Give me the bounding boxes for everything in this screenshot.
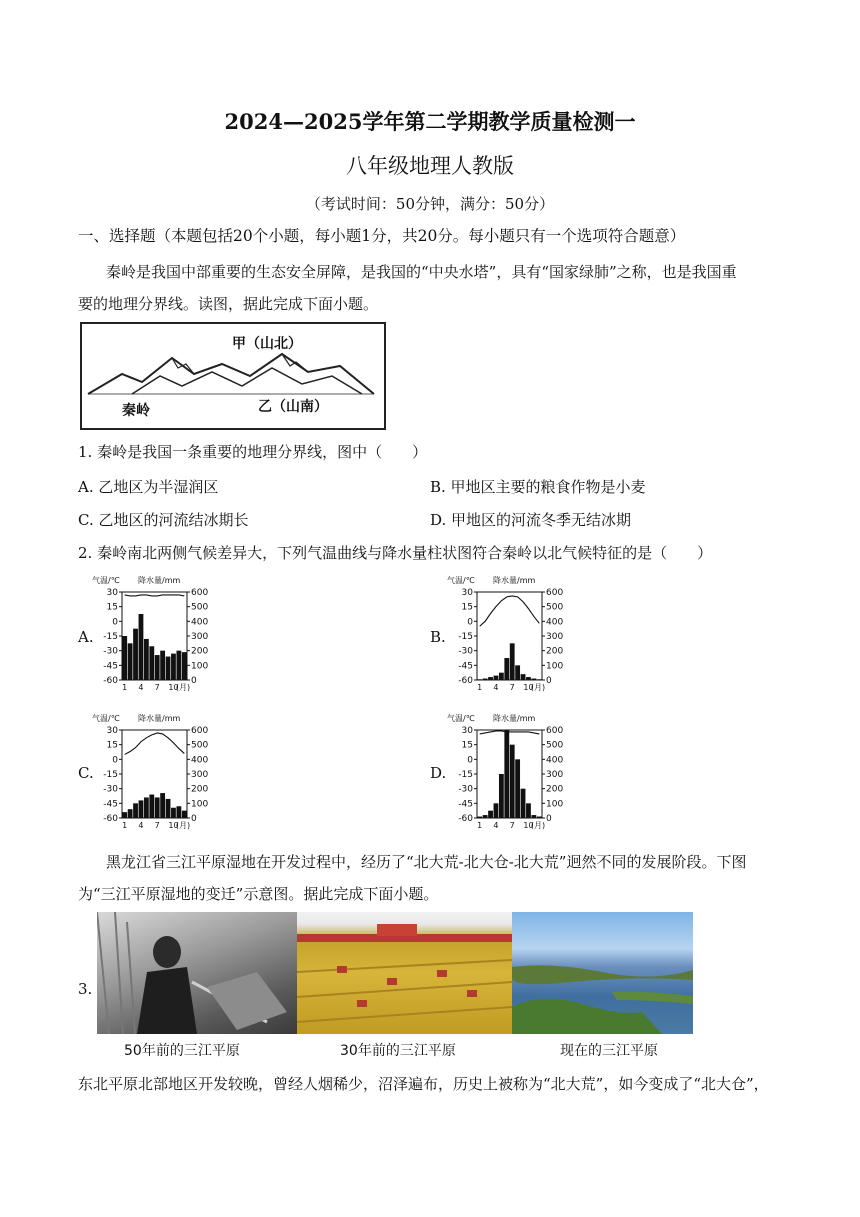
precip-tick-label: 600 (191, 588, 209, 598)
precip-axis-title: 降水量/mm (493, 714, 536, 723)
temp-tick-label: -60 (103, 814, 118, 824)
month-tick-label: 4 (138, 821, 144, 830)
precip-tick-label: 200 (191, 784, 209, 795)
q1-option-b: B. 甲地区主要的粮食作物是小麦 (430, 478, 646, 496)
q2-option-c: C. (78, 764, 94, 782)
precip-bar (488, 811, 493, 818)
exam-info: （考试时间：50分钟，满分：50分） (305, 195, 555, 213)
precip-tick-label: 400 (191, 617, 209, 628)
precip-bar (176, 651, 181, 680)
precip-bar (171, 808, 176, 818)
precip-tick-label: 100 (546, 661, 564, 672)
precip-bar (504, 658, 509, 680)
precip-bar (531, 679, 536, 680)
precip-tick-label: 500 (546, 602, 564, 613)
month-tick-label: 1 (122, 821, 128, 830)
precip-bar (155, 797, 160, 818)
precip-bar (133, 803, 138, 818)
precip-tick-label: 500 (191, 740, 209, 751)
precip-bar (477, 679, 482, 680)
precip-bar (488, 677, 493, 680)
temp-tick-label: 30 (106, 588, 118, 598)
precip-bar (499, 673, 504, 680)
month-tick-label: 10 (523, 821, 534, 830)
temp-tick-label: -15 (103, 770, 118, 780)
precip-tick-label: 200 (546, 784, 564, 795)
precip-bar (477, 817, 482, 818)
section-heading: 一、选择题（本题包括20个小题，每小题1分，共20分。每小题只有一个选项符合题意） (78, 227, 686, 245)
temp-tick-label: 15 (106, 740, 118, 751)
precip-tick-label: 600 (191, 726, 209, 736)
photo2-caption: 30年前的三江平原 (340, 1043, 456, 1059)
precip-tick-label: 400 (546, 617, 564, 628)
precip-bar (537, 679, 542, 680)
label-qinling: 秦岭 (122, 403, 150, 419)
q1-option-c: C. 乙地区的河流结冰期长 (78, 511, 249, 529)
q3-number: 3. (78, 980, 93, 998)
precip-bar (160, 793, 165, 818)
temp-tick-label: -15 (103, 632, 118, 642)
temp-tick-label: 30 (106, 726, 118, 736)
temp-tick-label: -60 (103, 676, 118, 686)
month-tick-label: 1 (477, 683, 483, 692)
temp-tick-label: -45 (103, 661, 118, 672)
q1-option-d: D. 甲地区的河流冬季无结冰期 (430, 511, 632, 529)
precip-tick-label: 200 (191, 646, 209, 657)
temp-tick-label: 30 (461, 588, 473, 598)
climate-chart-b (447, 574, 572, 694)
precip-tick-label: 300 (191, 632, 209, 642)
month-tick-label: 10 (168, 683, 179, 692)
precip-axis-title: 降水量/mm (138, 576, 181, 585)
temp-tick-label: -45 (103, 799, 118, 810)
plot-frame (477, 592, 542, 680)
precip-bar (504, 730, 509, 818)
temperature-curve (480, 731, 540, 734)
precip-tick-label: 100 (191, 661, 209, 672)
precip-bar (144, 797, 149, 818)
precip-bar (494, 803, 499, 818)
section2-intro-line-1: 黑龙江省三江平原湿地在开发过程中，经历了“北大荒-北大仓-北大荒”迥然不同的发展阶段。下图 (106, 853, 747, 871)
temp-tick-label: -30 (458, 784, 473, 795)
temp-tick-label: -15 (458, 770, 473, 780)
precip-bar (171, 654, 176, 680)
precip-bar (483, 679, 488, 680)
precip-bar (515, 665, 520, 680)
temp-tick-label: 0 (112, 617, 118, 628)
plot-frame (477, 730, 542, 818)
climate-chart-a (92, 574, 217, 694)
precip-bar (128, 809, 133, 818)
month-tick-label: (月) (175, 821, 191, 830)
photo3-caption: 现在的三江平原 (560, 1043, 658, 1059)
precip-axis-title: 降水量/mm (493, 576, 536, 585)
precip-bar (521, 789, 526, 818)
precip-tick-label: 300 (546, 770, 564, 780)
month-tick-label: (月) (530, 821, 546, 830)
temp-tick-label: -60 (458, 814, 473, 824)
photo-50-years-ago (97, 912, 297, 1034)
intro-line-2: 要的地理分界线。读图，据此完成下面小题。 (78, 295, 379, 313)
precip-bar (128, 643, 133, 680)
temperature-curve (125, 733, 185, 755)
section2-intro-line-2: 为“三江平原湿地的变迁”示意图。据此完成下面小题。 (78, 885, 439, 903)
intro-line-1: 秦岭是我国中部重要的生态安全屏障，是我国的“中央水塔”，具有“国家绿肺”之称，也是我国重 (106, 263, 737, 281)
precip-bar (122, 812, 127, 818)
precip-tick-label: 500 (191, 602, 209, 613)
temp-tick-label: 15 (106, 602, 118, 613)
climate-chart-d (447, 712, 572, 832)
precip-axis-title: 降水量/mm (138, 714, 181, 723)
plot-frame (122, 730, 187, 818)
precip-tick-label: 100 (546, 799, 564, 810)
precip-tick-label: 600 (546, 588, 564, 598)
q3-text-line-1: 东北平原北部地区开发较晚，曾经人烟稀少，沼泽遍布，历史上被称为“北大荒”，如今变成了“北大仓”， (78, 1075, 769, 1093)
precip-tick-label: 200 (546, 646, 564, 657)
temp-tick-label: -45 (458, 799, 473, 810)
precip-bar (499, 774, 504, 818)
precip-bar (144, 639, 149, 680)
precip-bar (537, 817, 542, 818)
temp-tick-label: -45 (458, 661, 473, 672)
precip-tick-label: 0 (546, 814, 552, 824)
precip-tick-label: 500 (546, 740, 564, 751)
temp-tick-label: 15 (461, 602, 473, 613)
temp-tick-label: 0 (112, 755, 118, 766)
month-tick-label: 7 (154, 821, 160, 830)
temperature-curve (480, 596, 540, 626)
precip-tick-label: 600 (546, 726, 564, 736)
photo-30-years-ago (297, 912, 512, 1034)
precip-tick-label: 0 (191, 676, 197, 686)
precip-bar (139, 800, 144, 818)
precip-bar (510, 745, 515, 818)
temp-tick-label: -60 (458, 676, 473, 686)
temp-tick-label: 30 (461, 726, 473, 736)
q2-option-a: A. (78, 628, 94, 646)
temp-tick-label: 0 (467, 617, 473, 628)
precip-bar (510, 643, 515, 680)
precip-bar (494, 676, 499, 680)
q2-option-b: B. (430, 628, 446, 646)
precip-bar (155, 655, 160, 680)
qinling-figure (80, 322, 386, 430)
q1-stem: 1. 秦岭是我国一条重要的地理分界线，图中（ ） (78, 443, 428, 461)
temp-axis-title: 气温/℃ (92, 714, 120, 723)
precip-bar (133, 629, 138, 680)
month-tick-label: 10 (168, 821, 179, 830)
precip-bar (139, 614, 144, 680)
page-title: 2024—2025学年第二学期教学质量检测一 (224, 109, 636, 134)
month-tick-label: 4 (138, 683, 144, 692)
temp-axis-title: 气温/℃ (447, 714, 475, 723)
temp-tick-label: 0 (467, 755, 473, 766)
temp-axis-title: 气温/℃ (447, 576, 475, 585)
precip-bar (176, 806, 181, 818)
month-tick-label: 1 (122, 683, 128, 692)
photo1-caption: 50年前的三江平原 (124, 1043, 240, 1059)
q2-option-d: D. (430, 764, 447, 782)
precip-tick-label: 400 (546, 755, 564, 766)
precip-tick-label: 300 (546, 632, 564, 642)
precip-bar (483, 815, 488, 818)
month-tick-label: (月) (530, 683, 546, 692)
precip-bar (122, 636, 127, 680)
climate-chart-c (92, 712, 217, 832)
precip-tick-label: 300 (191, 770, 209, 780)
q2-stem: 2. 秦岭南北两侧气候差异大，下列气温曲线与降水量柱状图符合秦岭以北气候特征的是（ ） (78, 544, 713, 562)
precip-bar (149, 795, 154, 818)
month-tick-label: 10 (523, 683, 534, 692)
month-tick-label: (月) (175, 683, 191, 692)
precip-bar (166, 657, 171, 680)
month-tick-label: 1 (477, 821, 483, 830)
page-subtitle: 八年级地理人教版 (346, 154, 514, 178)
precip-tick-label: 400 (191, 755, 209, 766)
temp-tick-label: 15 (461, 740, 473, 751)
month-tick-label: 7 (509, 821, 515, 830)
precip-bar (526, 677, 531, 680)
temp-axis-title: 气温/℃ (92, 576, 120, 585)
precip-bar (166, 799, 171, 818)
precip-tick-label: 0 (546, 676, 552, 686)
temp-tick-label: -15 (458, 632, 473, 642)
temp-tick-label: -30 (103, 784, 118, 795)
label-south: 乙（山南） (258, 399, 328, 415)
precip-bar (149, 646, 154, 680)
month-tick-label: 7 (154, 683, 160, 692)
photo-now (512, 912, 693, 1034)
precip-tick-label: 0 (191, 814, 197, 824)
month-tick-label: 4 (493, 821, 499, 830)
precip-bar (182, 811, 187, 818)
precip-tick-label: 100 (191, 799, 209, 810)
q1-option-a: A. 乙地区为半湿润区 (78, 478, 219, 496)
temp-tick-label: -30 (103, 646, 118, 657)
month-tick-label: 7 (509, 683, 515, 692)
precip-bar (160, 651, 165, 680)
month-tick-label: 4 (493, 683, 499, 692)
precip-bar (521, 674, 526, 680)
precip-bar (531, 815, 536, 818)
temperature-curve (125, 595, 185, 596)
precip-bar (526, 803, 531, 818)
temp-tick-label: -30 (458, 646, 473, 657)
precip-bar (182, 652, 187, 680)
precip-bar (515, 759, 520, 818)
label-north: 甲（山北） (232, 336, 302, 352)
